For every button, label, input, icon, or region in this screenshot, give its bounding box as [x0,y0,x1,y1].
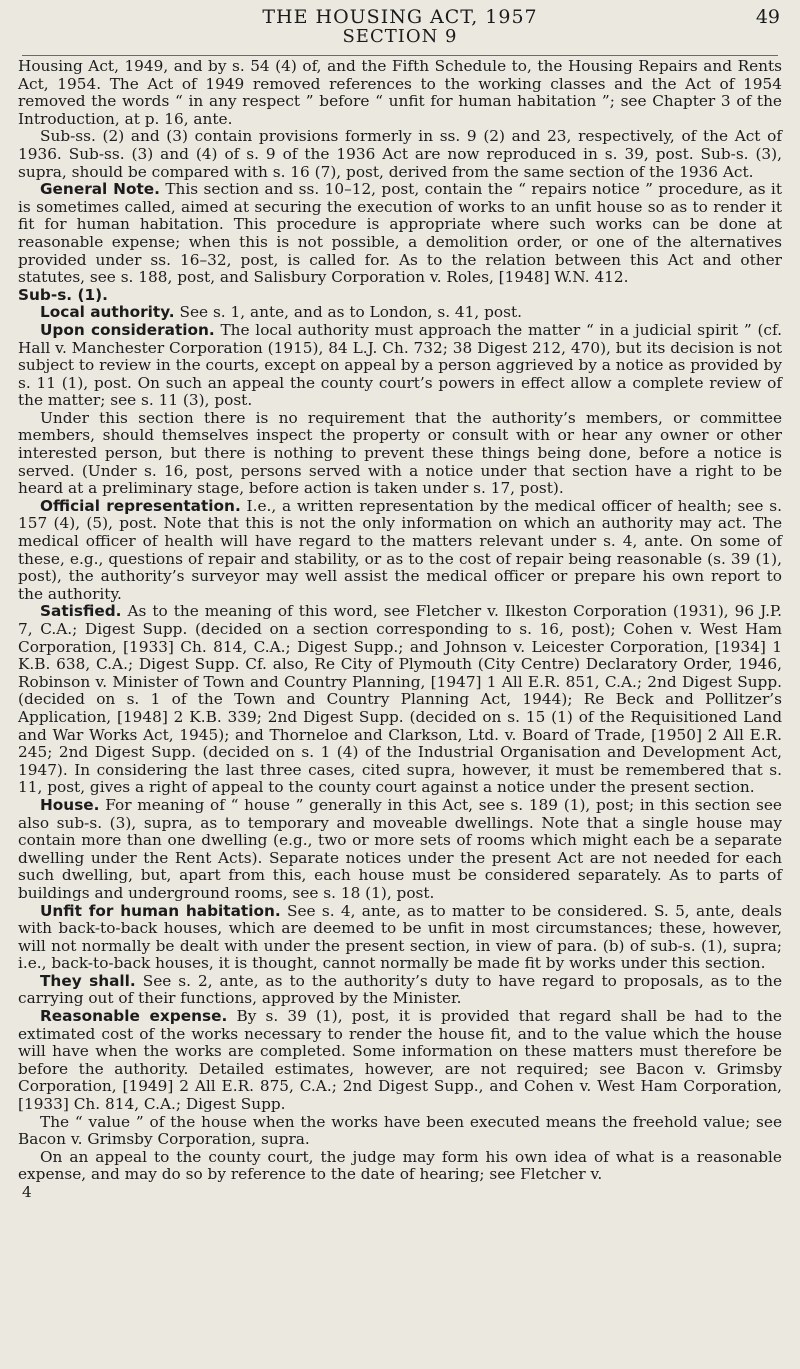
paragraph [18,973,782,1008]
paragraph-text: See s. 1, ante, and as to London, s. 41, post. [179,303,522,322]
paragraph-text: See s. 2, ante, as to the authority’s duty to have regard to proposals, as to the carrying out of their functions, approved by the Minister. [18,971,782,1008]
page-number: 49 [755,6,780,28]
paragraph-text: The local authority must approach the matter “ in a judicial spirit ” (cf. Hall v. Manchester Corporation (1915), 84 L.J. Ch. 732; 38 Digest 212, 470), but its decision is not subject to review in the courts, except on appeal by a person aggrieved by a notice as provided by s. 11 (1), post. On such an appeal the county court’s powers in effect allow a complete review of the matter; see s. 11 (3), post. [18,320,782,410]
paragraph [18,903,782,973]
note-heading: General Note. [40,180,160,199]
paragraph [18,1114,782,1149]
paragraph-text: Under this section there is no requirement that the authority’s members, or committee members, should themselves inspect the property or consult with or hear any owner or other interested person, but there is nothing to prevent these things being done, before a notice is served. (Under s. 16, post, persons served with a notice under that section have a right to be heard at a preliminary stage, before action is taken under s. 17, post). [18,408,782,498]
header-rule [22,55,778,56]
running-title: THE HOUSING ACT, 1957 [262,6,538,28]
paragraph-text: See s. 4, ante, as to matter to be considered. S. 5, ante, deals with back-to-back houses, which are deemed to be unfit in most circumstances; these, however, will not normally be dealt with under the present section, in view of para. (b) of sub-s. (1), supra; i.e., back-to-back houses, it is thought, cannot normally be made fit by works under this section. [18,901,782,973]
note-heading: Upon consideration. [40,320,215,339]
signature-mark: 4 [22,1183,32,1201]
paragraph [18,181,782,287]
note-heading: Official representation. [40,496,241,515]
paragraph-text: By s. 39 (1), post, it is provided that regard shall be had to the extimated cost of the works necessary to render the house fit, and to the value which the house will have when the works are completed. Some information on these matters must therefore be before the authority. Detailed estimates, however, are not required; see Bacon v. Grimsby Corporation, [1949] 2 All E.R. 875, C.A.; 2nd Digest Supp., and Cohen v. West Ham Corporation, [1933] Ch. 814, C.A.; Digest Supp. [18,1007,782,1114]
note-heading: House. [40,795,100,814]
paragraph-text: This section and ss. 10–12, post, contain the “ repairs notice ” procedure, as it is sometimes called, aimed at securing the execution of works to an unfit house so as to render it fit for human habitation. This procedure is appropriate where such works can be done at reasonable expense; when this is not possible, a demolition order, or one of the alternatives provided under ss. 16–32, post, is called for. As to the relation between this Act and other statutes, see s. 188, post, and Salisbury Corporation v. Roles, [1948] W.N. 412. [18,180,782,287]
paragraph [18,1149,782,1184]
paragraph-text: As to the meaning of this word, see Fletcher v. Ilkeston Corporation (1931), 96 J.P. 7, C.A.; Digest Supp. (decided on a section corresponding to s. 16, post); Cohen v. West Ham Corporation, [1933] Ch. 814, C.A.; Digest Supp.; and Johnson v. Leicester Corporation, [1934] 1 K.B. 638, C.A.; Digest Supp. Cf. also, Re City of Plymouth (City Centre) Declaratory Order, 1946, Robinson v. Minister of Town and Country Planning, [1947] 1 All E.R. 851, C.A.; 2nd Digest Supp. (decided on s. 1 of the Town and Country Planning Act, 1944); Re Beck and Pollitzer’s Application, [1948] 2 K.B. 339; 2nd Digest Supp. (decided on s. 15 (1) of the Requisitioned Land and War Works Act, 1945); and Thorneloe and Clarkson, Ltd. v. Board of Trade, [1950] 2 All E.R. 245; 2nd Digest Supp. (decided on s. 1 (4) of the Industrial Organisation and Development Act, 1947). In considering the last three cases, cited supra, however, it must be remembered that s. 11, post, gives a right of appeal to the county court against a notice under the present section. [18,602,782,797]
paragraph [18,410,782,498]
paragraph [18,58,782,128]
paragraph-text: On an appeal to the county court, the judge may form his own idea of what is a reasonable expense, and may do so by reference to the date of hearing; see Fletcher v. [18,1147,782,1184]
paragraph [18,304,782,322]
paragraph [18,128,782,181]
section-heading: SECTION 9 [342,26,458,47]
note-heading: They shall. [40,971,136,990]
paragraph [18,1008,782,1114]
paragraph-text: I.e., a written representation by the medical officer of health; see s. 157 (4), (5), post. Note that this is not the only information on which an authority may act. The medical officer of health will have regard to the matters relevant under s. 4, ante. On some of these, e.g., questions of repair and stability, or as to the cost of repair being reasonable (s. 39 (1), post), the authority’s surveyor may well assist the medical officer or prepare his own report to the authority. [18,496,782,603]
note-heading: Unfit for human habitation. [40,901,281,920]
paragraph-text: Sub-ss. (2) and (3) contain provisions formerly in ss. 9 (2) and 23, respectively, of the Act of 1936. Sub-ss. (3) and (4) of s. 9 of the 1936 Act are now reproduced in s. 39, post. Sub-s. (3), supra, should be compared with s. 16 (7), post, derived from the same section of the 1936 Act. [18,127,782,181]
paragraph [18,322,782,410]
body-text [18,58,782,1202]
paragraph [18,797,782,903]
note-heading: Satisfied. [40,602,122,621]
paragraph [18,498,782,604]
running-header [0,6,800,50]
note-heading: Reasonable expense. [40,1007,228,1026]
paragraph-text: The “ value ” of the house when the works have been executed means the freehold value; see Bacon v. Grimsby Corporation, supra. [18,1112,782,1149]
paragraph-text: For meaning of “ house ” generally in this Act, see s. 189 (1), post; in this section see also sub-s. (3), supra, as to temporary and moveable dwellings. Note that a single house may contain more than one dwelling (e.g., two or more sets of rooms which might each be a separate dwelling under the Rent Acts). Separate notices under the present Act are not needed for each such dwelling, but, apart from this, each house must be considered separately. As to parts of buildings and underground rooms, see s. 18 (1), post. [18,795,782,902]
note-heading: Local authority. [40,303,175,322]
subsection-heading: Sub-s. (1). [18,285,108,304]
paragraph-text: Housing Act, 1949, and by s. 54 (4) of, and the Fifth Schedule to, the Housing Repairs and Rents Act, 1954. The Act of 1949 removed references to the working classes and the Act of 1954 removed the words “ in any respect ” before “ unfit for human habitation ”; see Chapter 3 of the Introduction, at p. 16, ante. [18,57,782,128]
paragraph [18,287,782,305]
paragraph [18,603,782,797]
